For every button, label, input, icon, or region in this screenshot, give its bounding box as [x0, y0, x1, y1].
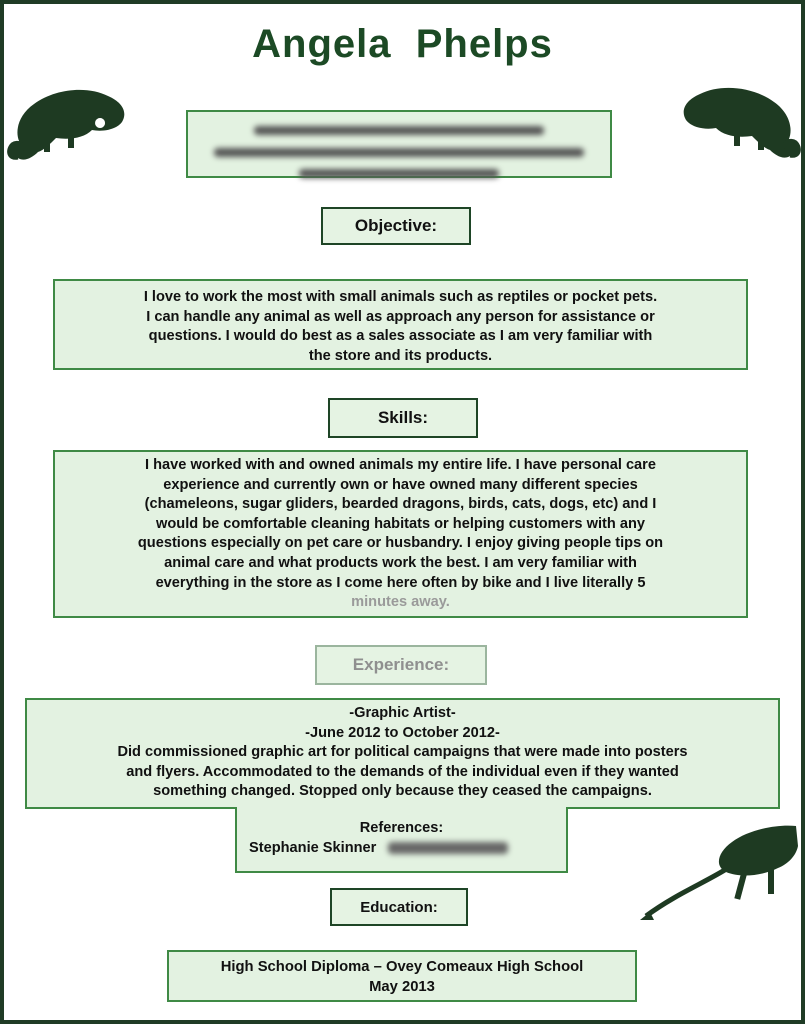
contact-info-box: [186, 110, 612, 178]
education-diploma: High School Diploma – Ovey Comeaux High School: [220, 959, 584, 975]
education-date: May 2013: [369, 978, 435, 995]
experience-job-title: -Graphic Artist-: [349, 705, 456, 721]
skills-line: animal care and what products work the best. I am very familiar with: [164, 554, 637, 571]
experience-line: something changed. Stopped only because they ceased the campaigns.: [153, 783, 652, 800]
objective-line: questions. I would do best as a sales associate as I am very familiar with: [148, 328, 653, 345]
references-heading: References:: [359, 820, 444, 836]
experience-line: Did commissioned graphic art for political campaigns that were made into posters: [117, 744, 688, 761]
skills-line: everything in the store as I come here often by bike and I live literally 5: [155, 574, 646, 591]
redacted-contact-line: [214, 148, 584, 157]
chameleon-icon-top-left: [4, 78, 130, 168]
redacted-contact-line: [299, 169, 499, 178]
objective-heading: Objective:: [321, 207, 471, 245]
experience-dates: -June 2012 to October 2012-: [305, 724, 500, 741]
reference-entry: [237, 839, 566, 859]
objective-line: I can handle any animal as well as approach any person for assistance or: [146, 308, 655, 325]
experience-line: and flyers. Accommodated to the demands of the individual even if they wanted: [126, 763, 679, 780]
skills-line: I have worked with and owned animals my entire life. I have personal care: [145, 457, 656, 473]
chameleon-icon-top-right: [680, 76, 802, 166]
redacted-contact-line: [254, 126, 544, 135]
objective-line: the store and its products.: [308, 347, 493, 364]
skills-box: [53, 450, 748, 618]
references-box: [235, 807, 568, 873]
skills-line: would be comfortable cleaning habitats or helping customers with any: [156, 515, 645, 532]
skills-heading: Skills:: [328, 398, 478, 438]
reference-name: Stephanie Skinner: [249, 839, 377, 856]
education-heading: Education:: [330, 888, 468, 926]
page-title: Angela Phelps: [252, 22, 553, 66]
skills-line: questions especially on pet care or husbandry. I enjoy giving people tips on: [137, 535, 664, 552]
chameleon-icon-bottom-right: [636, 820, 802, 928]
experience-heading: Experience:: [315, 645, 487, 685]
objective-box: [53, 279, 748, 370]
education-box: [167, 950, 637, 1002]
skills-line: minutes away.: [351, 594, 450, 611]
skills-line: (chameleons, sugar gliders, bearded dragons, birds, cats, dogs, etc) and I: [144, 496, 657, 513]
redacted-phone: [388, 842, 508, 854]
objective-line: I love to work the most with small animals such as reptiles or pocket pets.: [143, 289, 658, 305]
experience-box: [25, 698, 780, 809]
skills-line: experience and currently own or have owned many different species: [163, 476, 638, 493]
